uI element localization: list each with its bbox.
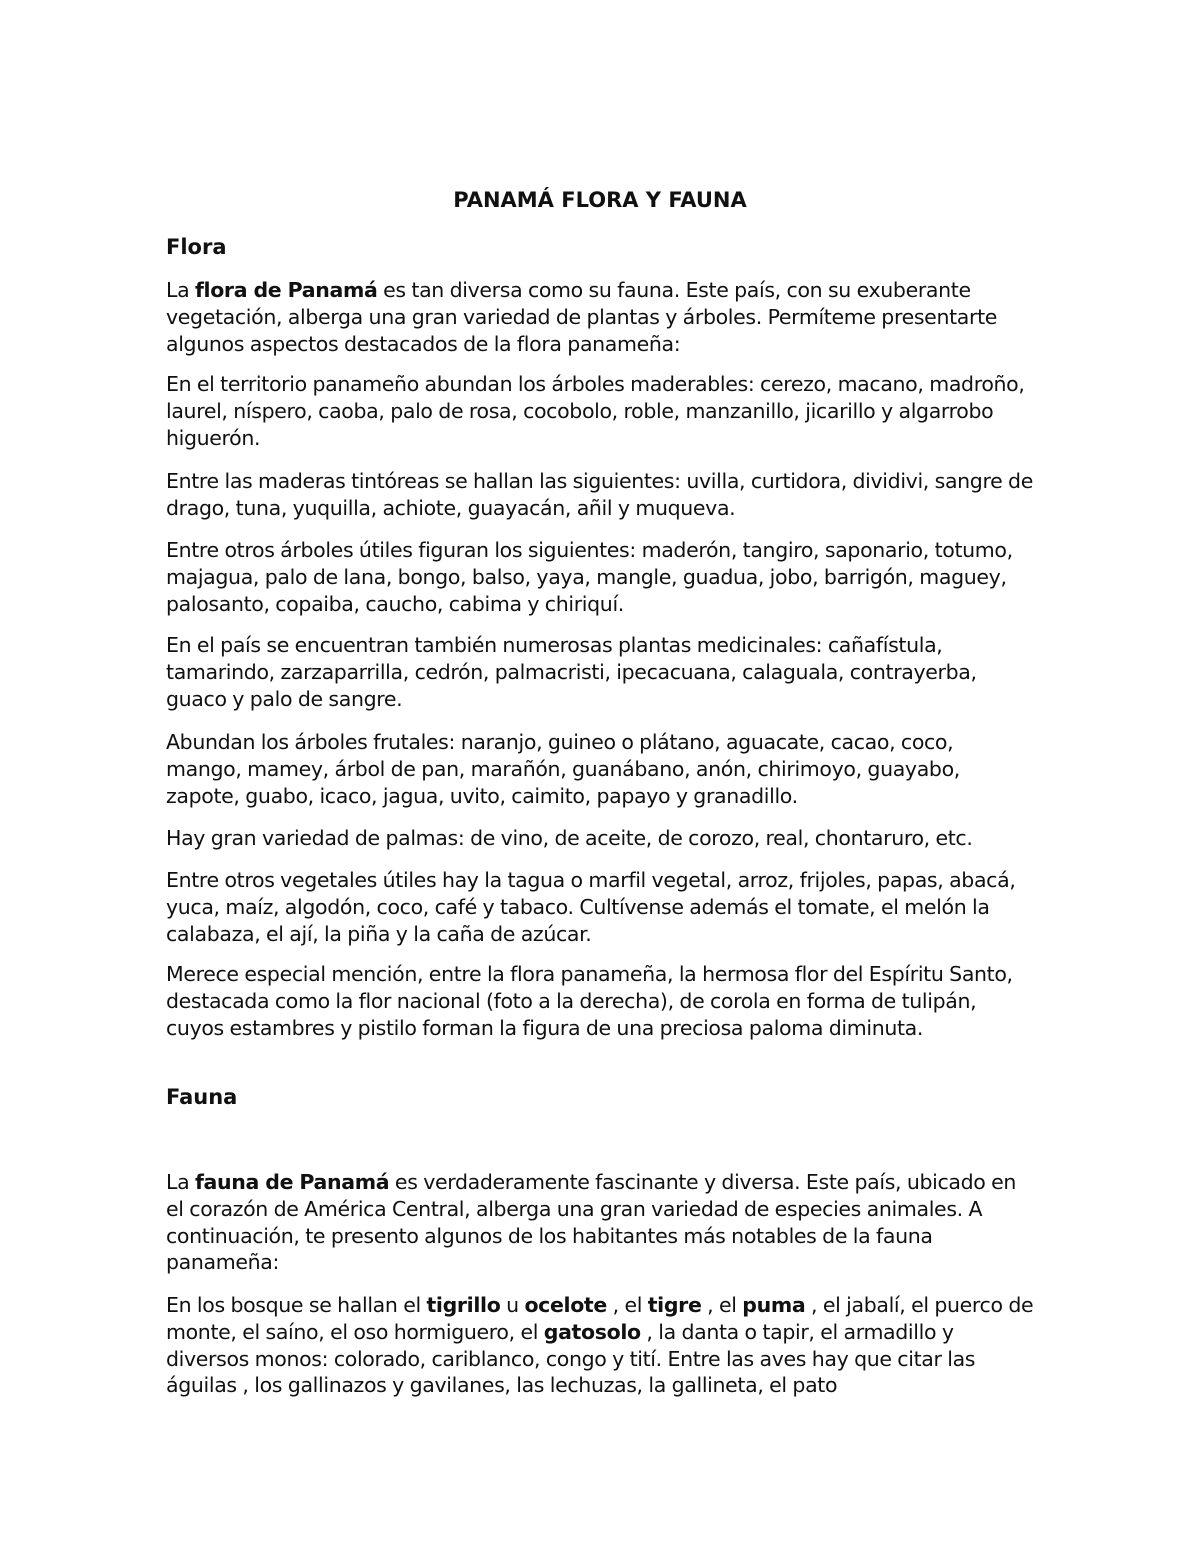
fauna-bold-gatosolo: gatosolo xyxy=(543,1319,641,1344)
fauna-animals-paragraph xyxy=(166,1292,1034,1399)
flora-intro-text: La xyxy=(166,278,195,302)
flora-paragraph-frutales: Abundan los árboles frutales: naranjo, guineo o plátano, aguacate, cacao, coco, mango, mamey, árbol de pan, marañón, guanábano, anón, chirimoyo, guayabo, zapote, guabo, icaco, jagua, uvito, caimito, papayo y granadillo. xyxy=(166,730,960,808)
flora-paragraph-maderables: En el territorio panameño abundan los árboles maderables: cerezo, macano, madroño, laurel, níspero, caoba, palo de rosa, cocobolo, roble, manzanillo, jicarillo y algarrobo higuerón. xyxy=(166,372,1025,450)
flora-intro-text-rest: es tan diversa como su fauna. Este país, con su exuberante vegetación, alberga una gran variedad de plantas y árboles. Permíteme presentarte algunos aspectos destacados de la flora panameña: xyxy=(166,278,998,356)
fauna-bold-ocelote: ocelote xyxy=(524,1293,607,1317)
flora-paragraph-tintoreas: Entre las maderas tintóreas se hallan las siguientes: uvilla, curtidora, dividivi, sangre de drago, tuna, yuquilla, achiote, guayacán, añil y muqueva. xyxy=(166,469,1033,520)
flora-paragraph-utiles: Entre otros árboles útiles figuran los siguientes: maderón, tangiro, saponario, totumo, majagua, palo de lana, bongo, balso, yaya, mangle, guadua, jobo, barrigón, maguey, palosanto, copaiba, caucho, cabima y chiriquí. xyxy=(166,538,1013,616)
fauna-bold-puma: puma xyxy=(742,1293,806,1317)
fauna-heading: Fauna xyxy=(166,1085,238,1109)
flora-paragraph-vegetales: Entre otros vegetales útiles hay la tagua o marfil vegetal, arroz, frijoles, papas, abacá, yuca, maíz, algodón, coco, café y tabaco. Cultívense además el tomate, el melón la calabaza, el ají, la piña y la caña de azúcar. xyxy=(166,868,1016,946)
flora-heading: Flora xyxy=(166,235,227,259)
fauna-intro-bold: fauna de Panamá xyxy=(194,1170,390,1194)
fauna-text: u xyxy=(500,1293,525,1317)
fauna-text: , el xyxy=(606,1293,648,1317)
fauna-bold-tigre: tigre xyxy=(647,1293,702,1317)
fauna-text: En los bosque se hallan el xyxy=(166,1293,427,1317)
fauna-text: , la danta o tapir, el armadillo y diversos monos: colorado, cariblanco, congo y tití. Entre las aves hay que citar las águilas , los gallinazos y gavilanes, las lechuzas, la gallineta, el pato xyxy=(166,1319,976,1398)
fauna-text: , el xyxy=(701,1293,743,1317)
flora-intro-bold: flora de Panamá xyxy=(194,278,378,302)
document-title: PANAMÁ FLORA Y FAUNA xyxy=(453,188,747,212)
fauna-bold-tigrillo: tigrillo xyxy=(426,1293,501,1317)
fauna-intro-text-rest: es verdaderamente fascinante y diversa. Este país, ubicado en el corazón de América Central, alberga una gran variedad de especies animales. A continuación, te presento algunos de los habitantes más notables de la fauna panameña: xyxy=(166,1170,1017,1275)
fauna-text: , el jabalí, el puerco de monte, el saíno, el oso hormiguero, el xyxy=(166,1293,1034,1344)
flora-paragraph-palmas: Hay gran variedad de palmas: de vino, de aceite, de corozo, real, chontaruro, etc. xyxy=(166,826,973,850)
flora-paragraph-medicinales: En el país se encuentran también numerosas plantas medicinales: cañafístula, tamarindo, zarzaparrilla, cedrón, palmacristi, ipecacuana, calaguala, contrayerba, guaco y palo de sangre. xyxy=(166,633,977,711)
flora-paragraph-espiritu-santo: Merece especial mención, entre la flora panameña, la hermosa flor del Espíritu Santo, destacada como la flor nacional (foto a la derecha), de corola en forma de tulipán, cuyos estambres y pistilo forman la figura de una preciosa paloma diminuta. xyxy=(166,962,1013,1040)
flora-intro-paragraph xyxy=(166,277,1034,357)
fauna-intro-text: La xyxy=(166,1170,195,1194)
document-page xyxy=(166,0,1034,1553)
fauna-intro-paragraph xyxy=(166,1169,1034,1276)
